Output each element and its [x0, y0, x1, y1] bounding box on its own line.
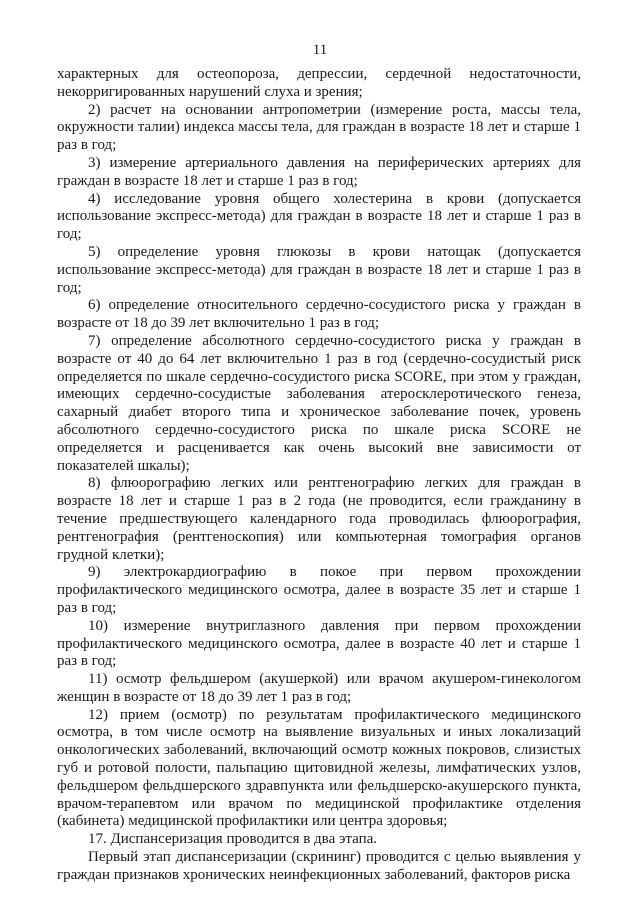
- paragraph-item-8: 8) флюорографию легких или рентгенографию легких для граждан в возрасте 18 лет и старше 1 раз в 2 года (не проводится, если гражданину в течение предшествующего календарного года проводилась флюорография, рентгенография (рентгеноскопия) или компьютерная томография органов грудной клетки);: [57, 475, 581, 563]
- paragraph-section-17: 17. Диспансеризация проводится в два этапа.: [88, 831, 378, 848]
- page-body: [57, 66, 581, 885]
- paragraph-first-stage: Первый этап диспансеризации (скрининг) проводится с целью выявления у граждан признаков хронических неинфекционных заболеваний, факторов риска: [57, 849, 581, 883]
- paragraph-item-5: 5) определение уровня глюкозы в крови натощак (допускается использование экспресс-метода) для граждан в возрасте 18 лет и старше 1 раз в год;: [57, 243, 581, 296]
- paragraph-item-11: 11) осмотр фельдшером (акушеркой) или врачом акушером-гинекологом женщин в возрасте от 18 до 39 лет 1 раз в год;: [57, 671, 581, 705]
- paragraph-item-10: 10) измерение внутриглазного давления при первом прохождении профилактического медицинского осмотра, далее в возрасте 40 лет и старше 1 раз в год;: [57, 617, 581, 670]
- paragraph-item-3: 3) измерение артериального давления на периферических артериях для граждан в возрасте 18 лет и старше 1 раз в год;: [57, 154, 581, 189]
- paragraph-item-12: 12) прием (осмотр) по результатам профилактического медицинского осмотра, в том числе осмотр на выявление визуальных и иных локализаций онкологических заболеваний, включающий осмотр кожных покровов, слизистых губ и ротовой полости, пальпацию щитовидной железы, лимфатических узлов, фельдшером фельдшерского здравпункта или фельдшерско-акушерского пункта, врачом-терапевтом или врачом по медицинской профилактике отделения (кабинета) медицинской профилактики или центра здоровья;: [57, 706, 581, 830]
- paragraph-item-7: 7) определение абсолютного сердечно-сосудистого риска у граждан в возрасте от 40 до 64 лет включительно 1 раз в год (сердечно-сосудистый риск определяется по шкале сердечно-сосудистого риска SCORE, при этом у граждан, имеющих сердечно-сосудистые заболевания атеросклеротического генеза, сахарный диабет второго типа и хроническое заболевание почек, уровень абсолютного сердечно-сосудистого риска по шкале риска SCORE не определяется и расценивается как очень высокий вне зависимости от показателей шкалы);: [57, 332, 581, 474]
- paragraph-item-4: 4) исследование уровня общего холестерина в крови (допускается использование экспресс-метода) для граждан в возрасте 18 лет и старше 1 раз в год;: [57, 190, 581, 243]
- paragraph-item-9: 9) электрокардиографию в покое при первом прохождении профилактического медицинского осмотра, далее в возрасте 35 лет и старше 1 раз в год;: [57, 564, 581, 616]
- paragraph-item-2: 2) расчет на основании антропометрии (измерение роста, массы тела, окружности талии) индекса массы тела, для граждан в возрасте 18 лет и старше 1 раз в год;: [57, 101, 581, 154]
- paragraph-continuation: характерных для остеопороза, депрессии, сердечной недостаточности, некорригированных нарушений слуха и зрения;: [57, 66, 581, 100]
- paragraph-item-6: 6) определение относительного сердечно-сосудистого риска у граждан в возрасте от 18 до 39 лет включительно 1 раз в год;: [57, 297, 581, 332]
- page-number: 11: [312, 42, 328, 58]
